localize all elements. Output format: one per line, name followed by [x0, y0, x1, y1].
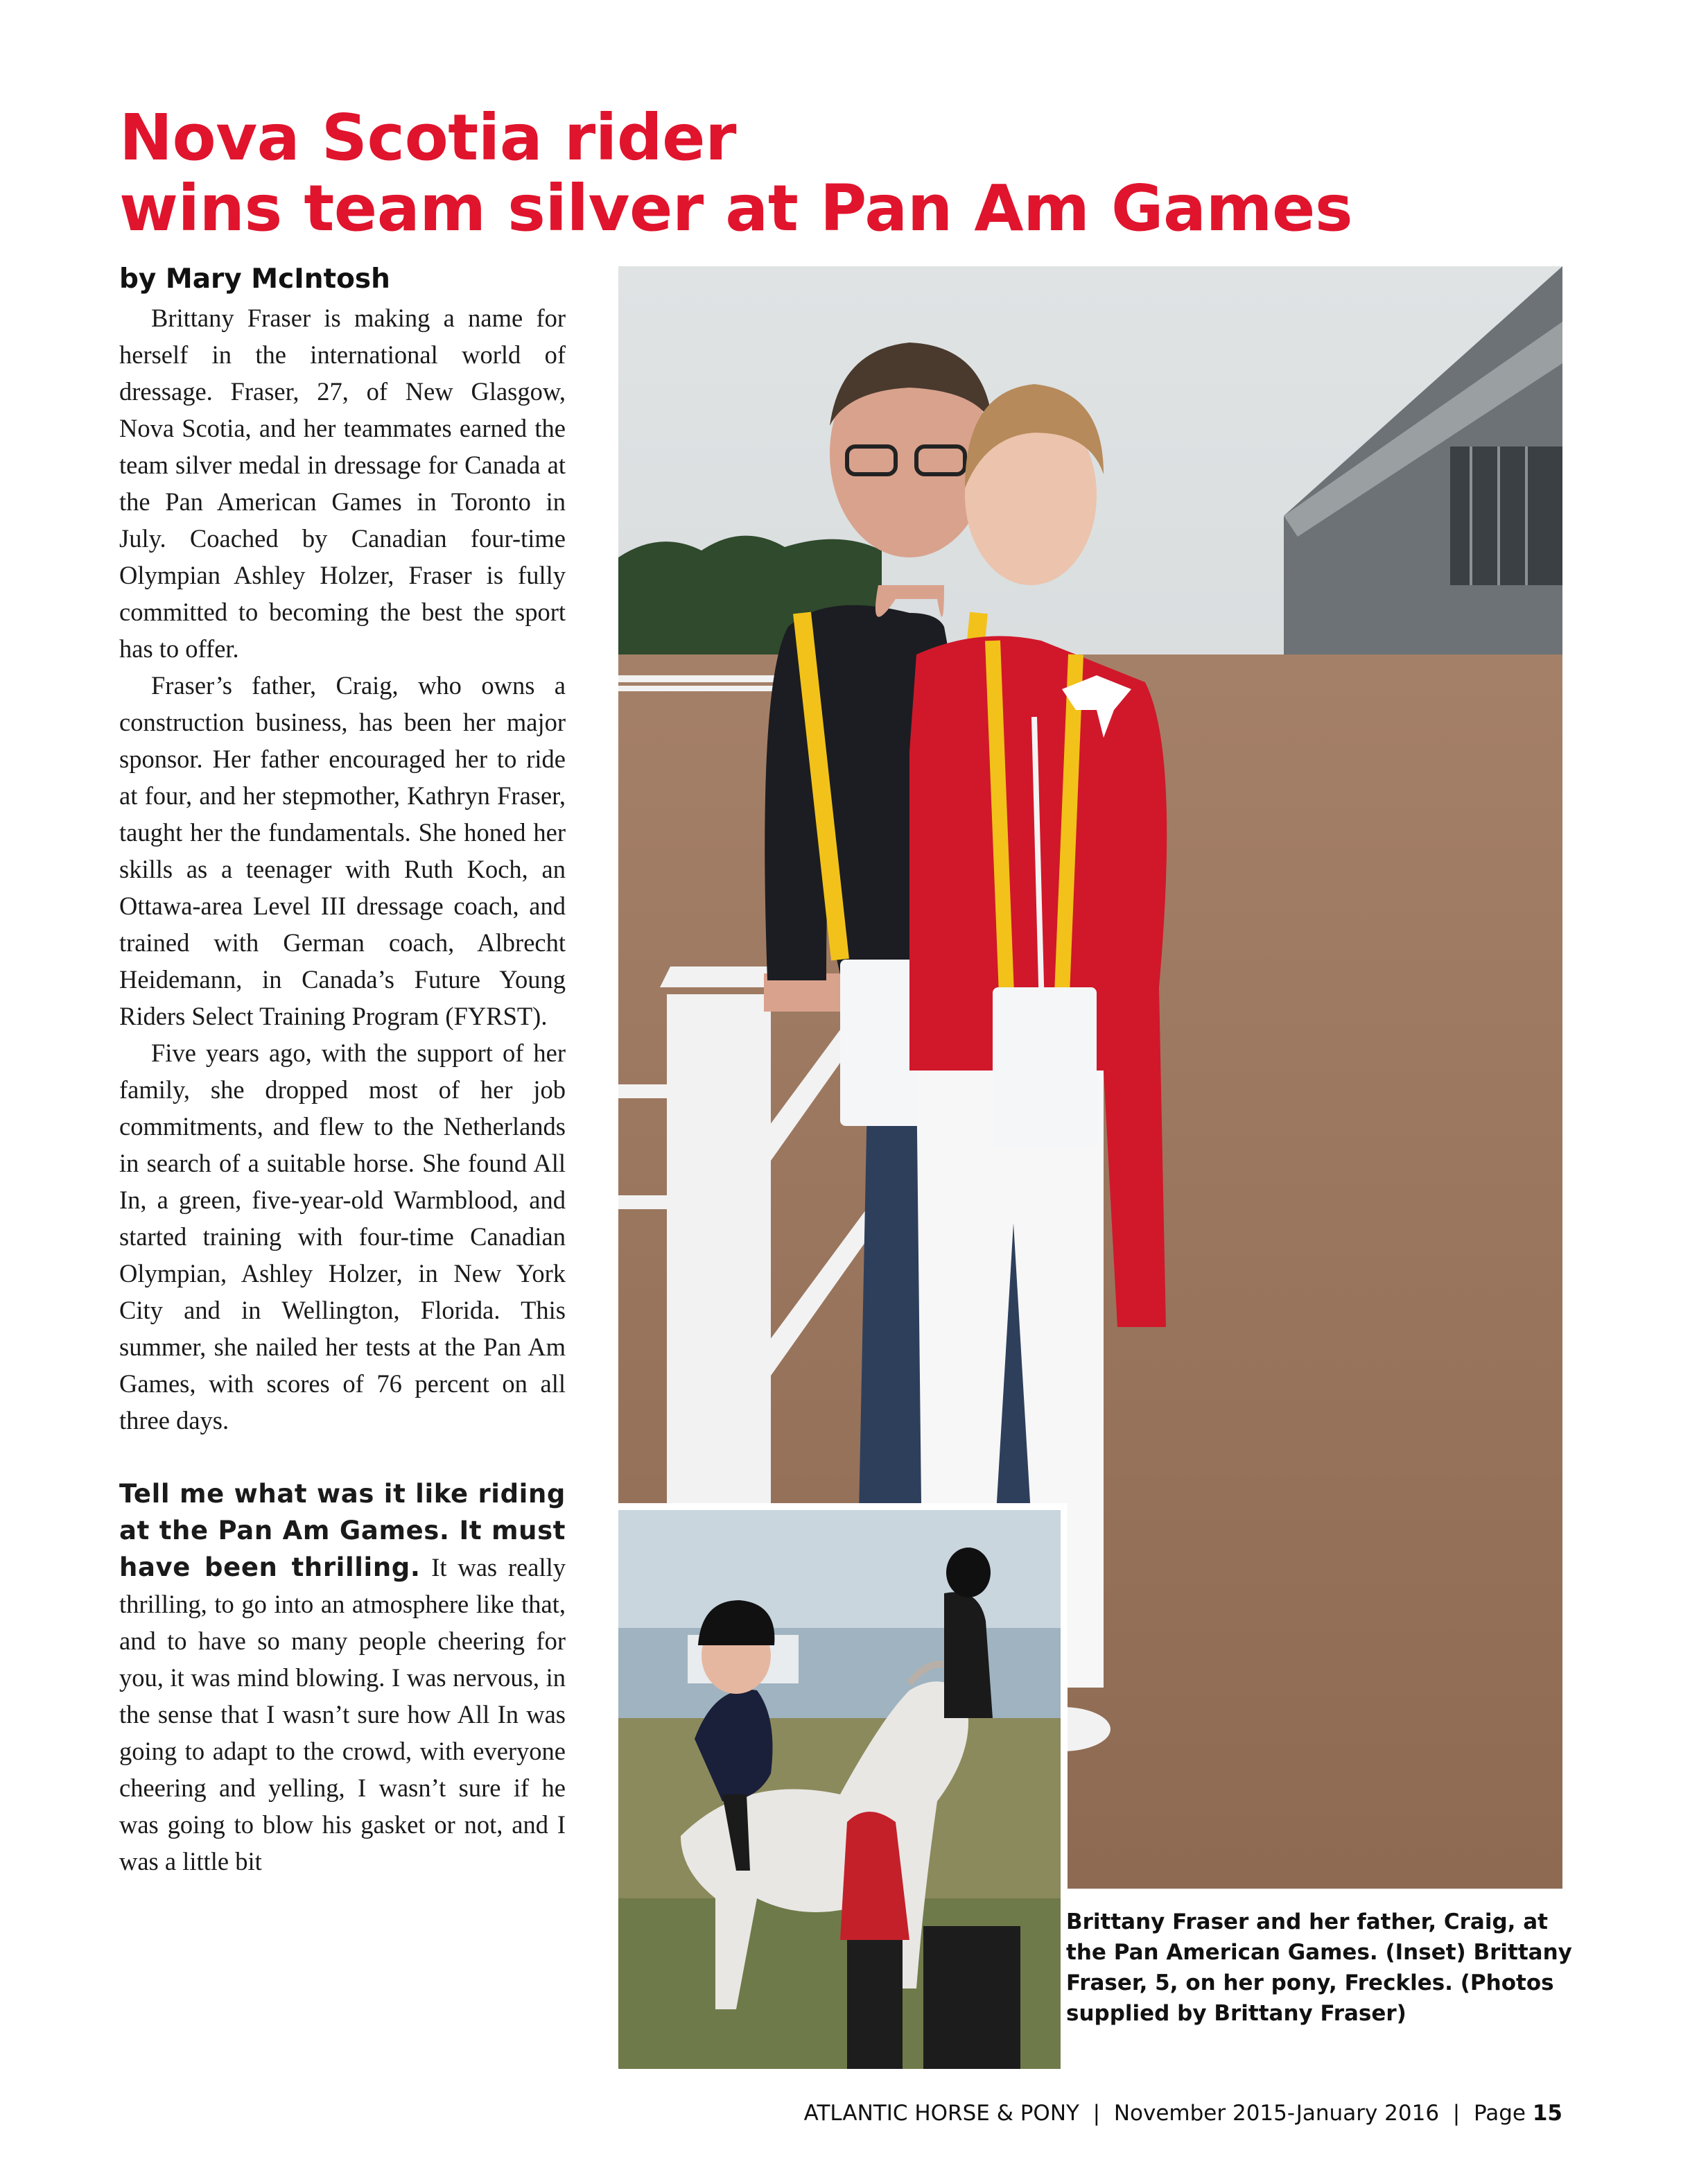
interview-answer: It was really thrilling, to go into an atmosphere like that, and to have so many people cheering for you, it was mind blowing. I was nervous, in the sense that I wasn’t sure how All In was going to adapt to the crowd, with everyone cheering and yelling, I wasn’t sure if he was going to blow his gasket or not, and I was a little bit	[119, 1553, 566, 1875]
headline-line-1: Nova Scotia rider	[119, 101, 736, 175]
footer-page-number: 15	[1532, 2101, 1562, 2126]
headline-line-2: wins team silver at Pan Am Games	[119, 171, 1353, 245]
body-paragraph-1: Brittany Fraser is making a name for herself in the international world of dressage. Fraser, 27, of New Glasgow, Nova Scotia, and her teammates earned the team silver medal in dressage for Canada at the Pan American Games in Toronto in July. Coached by Canadian four-time Olympian Ashley Holzer, Fraser is fully committed to becoming the best the sport has to offer.	[119, 304, 566, 663]
photo-caption: Brittany Fraser and her father, Craig, at the Pan American Games. (Inset) Brittany Fraser, 5, on her pony, Freckles. (Photos supplied by Brittany Fraser)	[1066, 1909, 1572, 2026]
footer-issue: November 2015-January 2016	[1113, 2101, 1440, 2126]
body-paragraph-2: Fraser’s father, Craig, who owns a construction business, has been her major sponsor. Her father encouraged her to ride at four, and her stepmother, Kathryn Fraser, taught her the fundamentals. She honed her skills as a teenager with Ruth Koch, an Ottawa-area Level III dressage coach, and trained with German coach, Albrecht Heidemann, in Canada’s Future Young Riders Select Training Program (FYRST).	[119, 671, 566, 1030]
footer-publication: ATLANTIC HORSE & PONY	[803, 2101, 1079, 2126]
byline: by Mary McIntosh	[119, 263, 390, 295]
page-footer	[804, 2099, 1562, 2127]
interview-question-block	[119, 1475, 566, 1880]
footer-page-label: Page	[1473, 2101, 1526, 2126]
footer-separator-2: |	[1452, 2101, 1461, 2126]
footer-separator-1: |	[1092, 2101, 1101, 2126]
inset-photo	[618, 1503, 1068, 2069]
article-headline	[119, 103, 1575, 244]
inset-photo-illustration	[618, 1510, 1061, 2069]
body-paragraph-3: Five years ago, with the support of her family, she dropped most of her job commitments, and flew to the Netherlands in search of a suitable horse. She found All In, a green, five-year-old Warmblood, and started training with four-time Canadian Olympian, Ashley Holzer, in New York City and in Wellington, Florida. This summer, she nailed her tests at the Pan Am Games, with scores of 76 percent on all three days.	[119, 1039, 566, 1435]
article-body-column	[119, 300, 566, 1880]
interview-question: Tell me what was it like riding at the Pan Am Games. It must have been thrilling.	[119, 1479, 566, 1582]
